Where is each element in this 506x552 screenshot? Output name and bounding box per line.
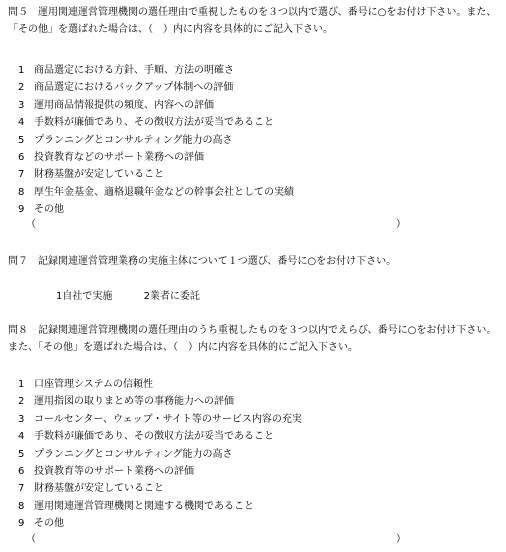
option-label: 投資教育などのサポート業務への評価	[34, 151, 204, 163]
option-label: 投資教育等のサポート業務への評価	[34, 465, 194, 477]
option-row[interactable]	[18, 446, 302, 463]
option-row[interactable]	[18, 184, 294, 201]
option-number: 6	[18, 465, 25, 477]
option-label: 手数料が廉価であり、その徴収方法が妥当であること	[34, 117, 274, 129]
other-answer-field[interactable]	[26, 532, 406, 548]
option-row[interactable]	[18, 149, 294, 166]
option-row[interactable]	[18, 166, 294, 183]
option-number: 3	[18, 413, 25, 425]
option-number: 2	[18, 396, 25, 408]
question-5-options	[18, 62, 294, 219]
close-paren: ）	[396, 534, 406, 545]
close-paren: ）	[396, 219, 406, 230]
option-row[interactable]	[18, 79, 294, 96]
option-label: 手数料が廉価であり、その徴収方法が妥当であること	[34, 431, 274, 443]
option-label: 口座管理システムの信頼性	[34, 379, 153, 390]
option-label: 財務基盤が安定していること	[34, 483, 164, 495]
option-number: 5	[18, 134, 25, 146]
option-number: 2	[18, 82, 25, 94]
option-label: 運用関連運営管理機関と関連する機関であること	[34, 500, 254, 512]
option-label: プランニングとコンサルティング能力の高さ	[34, 134, 233, 146]
option-number: 8	[18, 500, 25, 512]
option-number: 6	[18, 151, 25, 163]
option-row[interactable]	[18, 428, 302, 445]
option-number: 7	[18, 483, 25, 495]
option-row[interactable]	[18, 463, 302, 480]
other-answer-field[interactable]	[26, 217, 406, 233]
option-number: 9	[18, 204, 25, 216]
option-number: 7	[18, 169, 25, 181]
question-7-options	[56, 290, 200, 304]
option-row[interactable]	[18, 411, 302, 428]
option-row[interactable]	[18, 480, 302, 497]
question-7-text: 問７ 記録関連運営管理業務の実施主体について１つ選び、番号に○をお付け下さい。	[8, 256, 397, 267]
option-row[interactable]	[18, 114, 294, 131]
option-row[interactable]	[18, 498, 302, 515]
option-outsourced[interactable]: 2業者に委託	[143, 291, 200, 302]
option-row[interactable]	[18, 515, 302, 532]
option-label: 運用指図の取りまとめ等の事務能力への評価	[34, 396, 234, 408]
option-row[interactable]	[18, 376, 302, 393]
option-label: 商品選定におけるバックアップ体制への評価	[34, 82, 234, 94]
option-number: 1	[18, 65, 25, 76]
option-number: 4	[18, 117, 25, 129]
option-in-house[interactable]: 1自社で実施	[56, 291, 113, 302]
open-paren: （	[26, 534, 36, 545]
option-row[interactable]	[18, 97, 294, 114]
option-label: 商品選定における方針、手順、方法の明確さ	[34, 65, 234, 76]
option-row[interactable]	[18, 62, 294, 79]
question-5-text: 問５ 運用関連運営管理機関の選任理由で重視したものを３つ以内で選び、番号に○をお付け下さい。また、「その他」を選ばれた場合は、（ ）内に内容を具体的にご記入下さい。	[8, 7, 497, 35]
option-label: 運用商品情報提供の頻度、内容への評価	[34, 99, 214, 111]
option-row[interactable]	[18, 393, 302, 410]
option-label: その他	[34, 518, 64, 530]
option-number: 4	[18, 431, 25, 443]
option-number: 9	[18, 518, 25, 530]
option-number: 8	[18, 186, 25, 198]
option-label: 厚生年金基金、適格退職年金などの幹事会社としての実績	[34, 186, 294, 198]
option-label: その他	[34, 204, 64, 216]
option-label: プランニングとコンサルティング能力の高さ	[34, 448, 233, 460]
option-label: 財務基盤が安定していること	[34, 169, 164, 181]
option-number: 5	[18, 448, 25, 460]
open-paren: （	[26, 219, 36, 230]
option-number: 1	[18, 379, 25, 390]
option-number: 3	[18, 99, 25, 111]
option-row[interactable]	[18, 201, 294, 218]
option-label: コールセンター、ウェッブ・サイト等のサービス内容の充実	[34, 413, 302, 425]
question-8-options	[18, 376, 302, 533]
question-8-text: 問８ 記録関連運営管理機関の選任理由のうち重視したものを３つ以内でえらび、番号に○をお付け下さい。また、「その他」を選ばれた場合は、（ ）内に内容を具体的にご記入下さい。	[8, 325, 497, 353]
option-row[interactable]	[18, 132, 294, 149]
